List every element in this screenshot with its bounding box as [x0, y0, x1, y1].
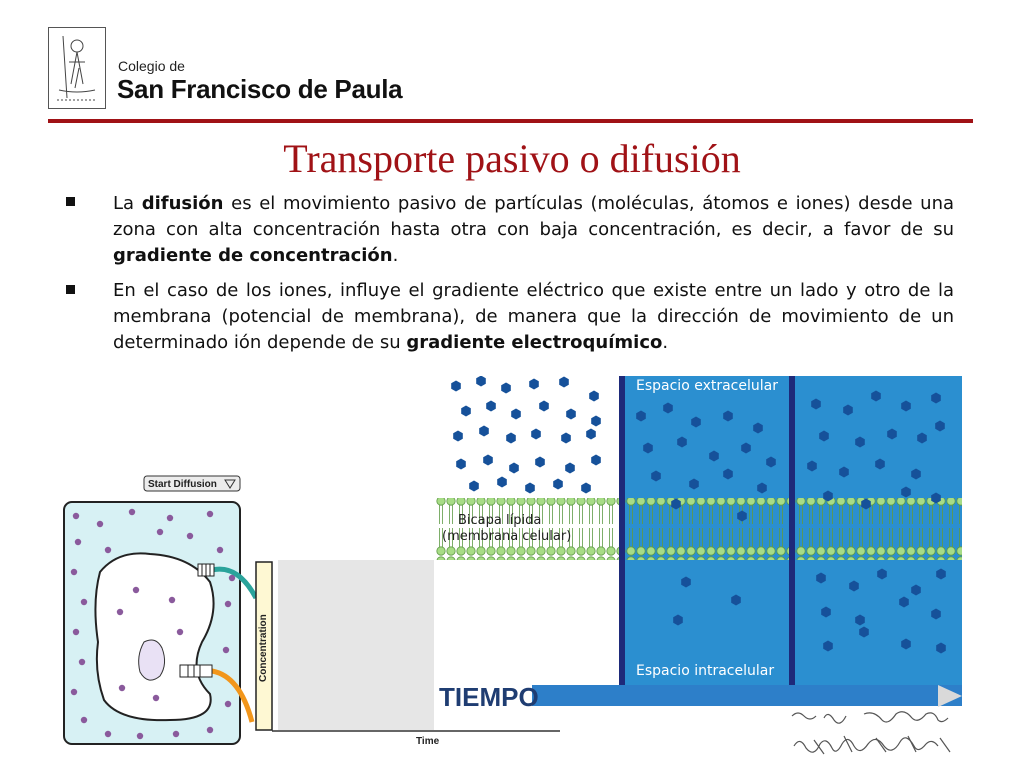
particle-dot: [73, 629, 79, 635]
particle-dot: [79, 659, 85, 665]
bullet-1-text-b: es el movimiento pasivo de partículas (moléculas, átomos e iones) desde una zona con alta concentración hasta otra con baja concentración, es decir, a favor de su: [113, 193, 955, 240]
particle-dot: [133, 587, 139, 593]
bullet-paragraph-2: [113, 278, 954, 356]
particle-dot: [225, 601, 231, 607]
particle-dot: [129, 509, 135, 515]
bullet-1-bold-a: difusión: [141, 193, 224, 214]
header-divider: [48, 119, 973, 123]
time-axis-label: Time: [416, 736, 440, 747]
bullet-2-bold-a: gradiente electroquímico: [406, 332, 663, 353]
extracellular-label: Espacio extracelular: [636, 378, 778, 394]
particle-dot: [173, 731, 179, 737]
particle-dot: [137, 733, 143, 739]
plot-area: [278, 560, 434, 730]
bullet-1-bold-b: gradiente de concentración: [113, 245, 393, 266]
bullet-marker-2: [66, 285, 75, 294]
particle-dot: [73, 513, 79, 519]
particle-dot: [223, 647, 229, 653]
bullet-marker-1: [66, 197, 75, 206]
bullet-paragraph-1: [113, 191, 954, 269]
panel-divider-2: [789, 376, 795, 686]
particle-dot: [117, 609, 123, 615]
school-name-line2: San Francisco de Paula: [117, 74, 403, 104]
particle-dot: [71, 689, 77, 695]
concentration-axis-label: Concentration: [258, 614, 269, 682]
particle-dot: [81, 717, 87, 723]
particle-dot: [105, 731, 111, 737]
bullet-1-text-c: .: [392, 245, 399, 266]
particle-dot: [167, 515, 173, 521]
particle-dot: [207, 727, 213, 733]
particle-dot: [153, 695, 159, 701]
bullet-2-text-a: En el caso de los iones, influye el gradiente eléctrico que existe entre un lado y otro de la membrana (potencial de membrana), de manera que la dirección de movimiento de un determinado ión depende de su: [113, 280, 954, 353]
particle-dot: [217, 547, 223, 553]
particle-dot: [229, 575, 235, 581]
particle-dot: [97, 521, 103, 527]
signature-scribble: [784, 706, 980, 764]
particle-dot: [119, 685, 125, 691]
particle-dot: [81, 599, 87, 605]
bilayer-label-1: Bicapa lípida: [458, 513, 542, 528]
bullet-2-text-b: .: [662, 332, 669, 353]
diffusion-simulation: [60, 472, 560, 752]
cell-nucleus: [139, 640, 165, 680]
particle-dot: [105, 547, 111, 553]
start-diffusion-label: Start Diffusion: [148, 479, 217, 490]
particle-dot: [169, 597, 175, 603]
particle-dot: [187, 533, 193, 539]
time-arrow-body: [532, 685, 962, 706]
school-name-line1: Colegio de: [118, 58, 185, 74]
particle-dot: [157, 529, 163, 535]
particle-dot: [177, 629, 183, 635]
saint-emblem-icon: [49, 28, 105, 108]
particle-dot: [225, 701, 231, 707]
particle-dot: [75, 539, 81, 545]
school-logo: [48, 27, 106, 109]
bullet-1-text-a: La: [113, 193, 142, 214]
panel-divider-1: [619, 376, 625, 686]
time-label: TIEMPO: [439, 682, 539, 712]
cell-outline: [95, 553, 213, 720]
bilayer-label-2: (membrana celular): [442, 529, 572, 544]
particle-dot: [71, 569, 77, 575]
intracellular-label: Espacio intracelular: [636, 663, 775, 679]
slide-title: Transporte pasivo o difusión: [283, 136, 741, 181]
particle-dot: [207, 511, 213, 517]
